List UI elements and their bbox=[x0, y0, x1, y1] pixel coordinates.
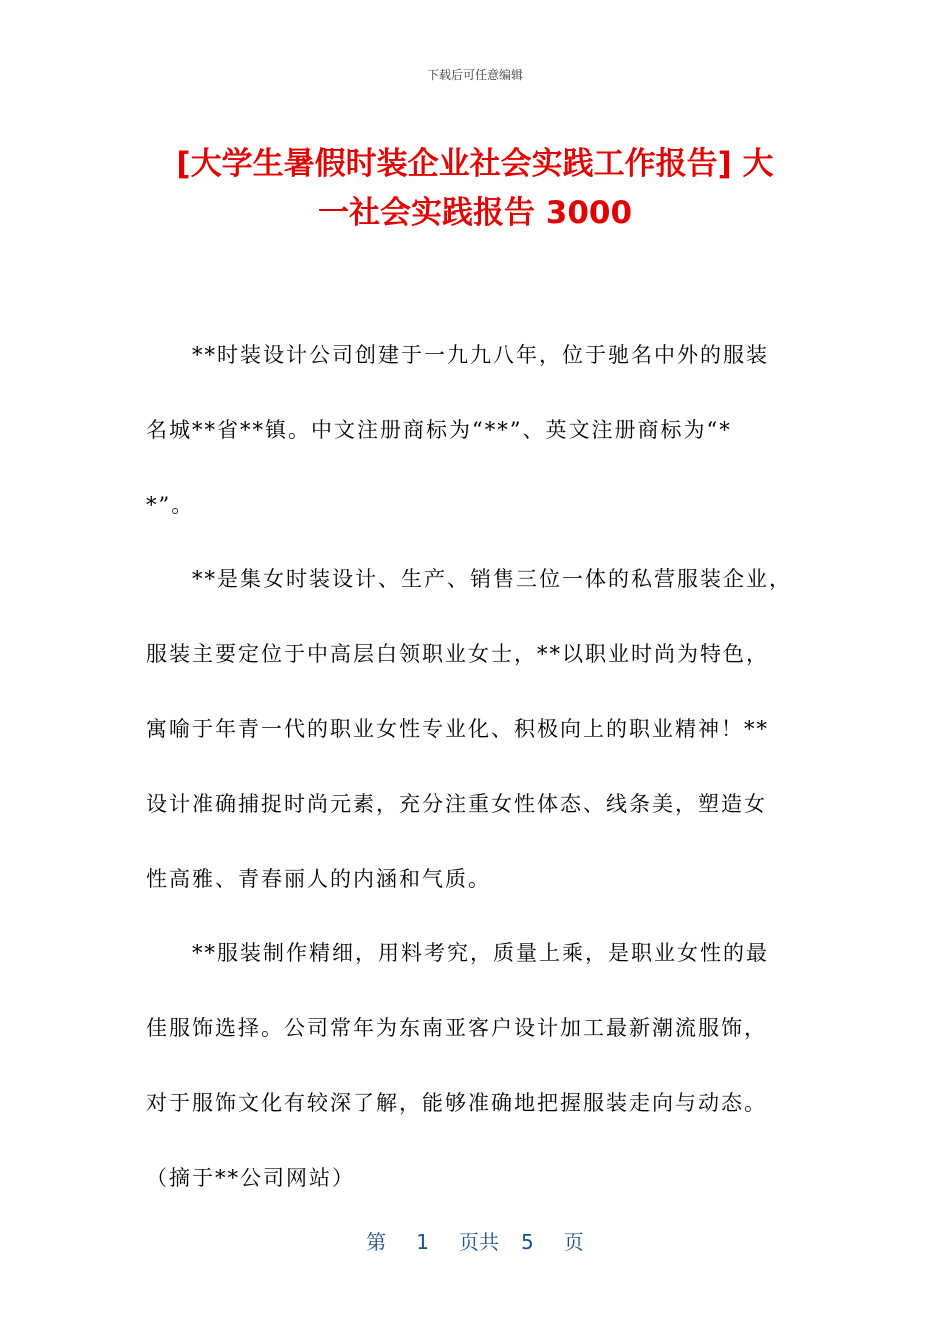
paragraph-2-line-1: **是集女时装设计、生产、销售三位一体的私营服装企业， bbox=[192, 567, 792, 592]
paragraph-2-line-5: 性高雅、青春丽人的内涵和气质。 bbox=[146, 866, 491, 891]
footer-prefix: 第 bbox=[366, 1230, 387, 1254]
title-line-2: 一社会实践报告 3000 bbox=[317, 195, 633, 231]
footer-suffix: 页 bbox=[563, 1230, 584, 1254]
paragraph-2-line-4: 设计准确捕捉时尚元素，充分注重女性体态、线条美，塑造女 bbox=[146, 791, 767, 816]
document-title bbox=[140, 140, 810, 238]
paragraph-3-line-3: 对于服饰文化有较深了解，能够准确地把握服装走向与动态。 bbox=[146, 1090, 767, 1115]
paragraph-3-line-1: **服装制作精细，用料考究，质量上乘，是职业女性的最 bbox=[192, 941, 769, 966]
page-footer bbox=[0, 1226, 950, 1255]
paragraph-1-line-3: *”。 bbox=[146, 492, 195, 517]
current-page-number: 1 bbox=[416, 1230, 429, 1254]
source-note: （摘于**公司网站） bbox=[146, 1165, 355, 1190]
paragraph-3-line-2: 佳服饰选择。公司常年为东南亚客户设计加工最新潮流服饰， bbox=[146, 1016, 767, 1041]
header-note: 下载后可任意编辑 bbox=[426, 68, 523, 82]
footer-middle: 页共 bbox=[459, 1230, 499, 1254]
paragraph-1-line-2: 名城**省**镇。中文注册商标为“**”、英文注册商标为“* bbox=[146, 417, 732, 442]
document-body bbox=[146, 318, 806, 1201]
title-line-1: [大学生暑假时装企业社会实践工作报告] 大 bbox=[176, 146, 774, 182]
total-pages-number: 5 bbox=[521, 1230, 534, 1254]
paragraph-2-line-2: 服装主要定位于中高层白领职业女士，**以职业时尚为特色， bbox=[146, 642, 769, 667]
paragraph-1-line-1: **时装设计公司创建于一九九八年，位于驰名中外的服装 bbox=[192, 343, 769, 367]
paragraph-2-line-3: 寓喻于年青一代的职业女性专业化、积极向上的职业精神！** bbox=[146, 716, 769, 741]
